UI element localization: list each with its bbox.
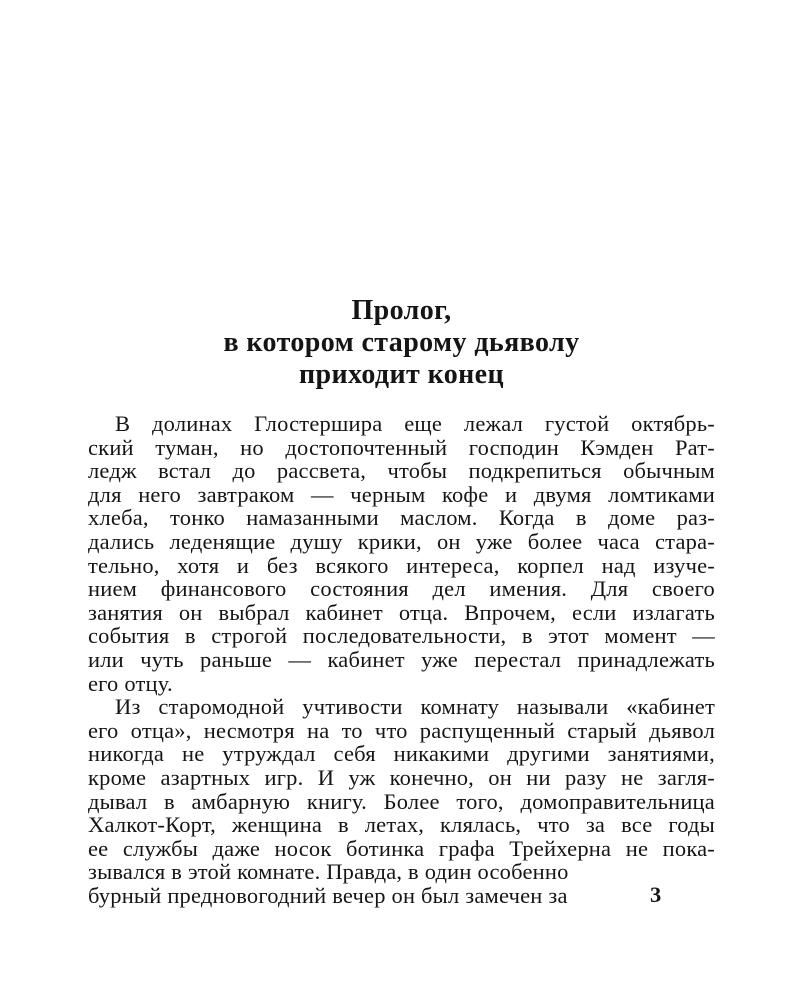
text-line: никогда не утруждал себя никакими другими занятиями,	[88, 741, 715, 767]
text-line: нием финансового состояния дел имения. Для своего	[88, 576, 715, 602]
prologue-title	[88, 295, 715, 391]
page-number: 3	[650, 882, 662, 907]
text-line: ее службы даже носок ботинка графа Трейхерна не пока-	[88, 835, 715, 861]
text-line: для него завтраком — черным кофе и двумя ломтиками	[88, 481, 715, 507]
text-line: тельно, хотя и без всякого интереса, корпел над изуче-	[88, 552, 715, 578]
text-line: зывался в этой комнате. Правда, в один особенно	[88, 859, 569, 885]
text-line: занятия он выбрал кабинет отца. Впрочем, если излагать	[88, 599, 715, 625]
text-line: дывал в амбарную книгу. Более того, домоправительница	[88, 788, 715, 814]
text-line: В долинах Глостершира еще лежал густой октябрь-	[115, 411, 715, 436]
text-line: события в строгой последовательности, в этот момент —	[88, 623, 715, 649]
text-line: его отца», несмотря на то что распущенный старый дьявол	[88, 717, 715, 743]
text-line: ский туман, но достопочтенный господин Кэмден Рат-	[88, 434, 715, 460]
title-line: в котором старому дьяволу	[223, 327, 580, 358]
title-line: приходит конец	[298, 359, 505, 390]
text-line: ледж встал до рассвета, чтобы подкрепиться обычным	[88, 458, 715, 484]
text-line: или чуть раньше — кабинет уже перестал принадлежать	[88, 646, 715, 672]
text-line: дались леденящие душу крики, он уже более часа стара-	[88, 528, 715, 554]
text-line: Халкот-Корт, женщина в летах, клялась, что за все годы	[88, 812, 715, 838]
text-line: его отцу.	[88, 670, 173, 696]
text-line: бурный предновогодний вечер он был замечен за	[88, 882, 568, 908]
body-text	[88, 412, 715, 907]
title-line: Пролог,	[351, 295, 452, 326]
text-line: кроме азартных игр. И уж конечно, он ни разу не загля-	[88, 764, 715, 790]
text-line: хлеба, тонко намазанными маслом. Когда в доме раз-	[88, 505, 715, 531]
text-line: Из старомодной учтивости комнату называли «кабинет	[115, 694, 715, 720]
